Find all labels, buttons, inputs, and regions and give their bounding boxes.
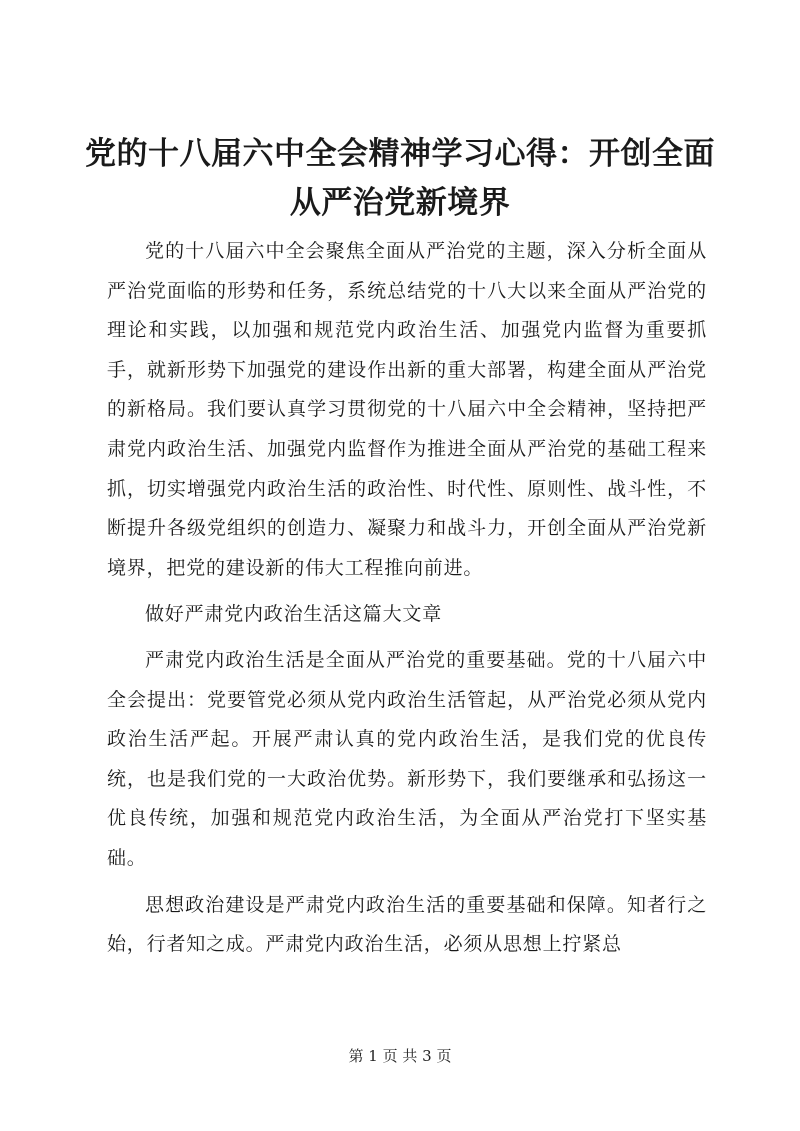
document-title xyxy=(80,130,720,228)
paragraph-political-life: 严肃党内政治生活是全面从严治党的重要基础。党的十八届六中全会提出：党要管党必须从党内政治生活管起，从严治党必须从党内政治生活严起。开展严肃认真的党内政治生活，是我们党的优良传统，也是我们党的一大政治优势。新形势下，我们要继承和弘扬这一优良传统，加强和规范党内政治生活，为全面从严治党打下坚实基础。 xyxy=(107,648,707,869)
page-footer: 第 1 页 共 3 页 xyxy=(348,1047,452,1065)
title-line-2: 从严治党新境界 xyxy=(289,185,511,221)
document-body xyxy=(107,232,707,965)
section-subheading: 做好严肃党内政治生活这篇大文章 xyxy=(145,603,443,626)
title-line-1: 党的十八届六中全会精神学习心得：开创全面 xyxy=(85,136,715,172)
paragraph-ideological-building: 思想政治建设是严肃党内政治生活的重要基础和保障。知者行之始，行者知之成。严肃党内政治生活，必须从思想上拧紧总 xyxy=(107,893,707,956)
paragraph-intro: 党的十八届六中全会聚焦全面从严治党的主题，深入分析全面从严治党面临的形势和任务，系统总结党的十八大以来全面从严治党的理论和实践，以加强和规范党内政治生活、加强党内监督为重要抓手，就新形势下加强党的建设作出新的重大部署，构建全面从严治党的新格局。我们要认真学习贯彻党的十八届六中全会精神，坚持把严肃党内政治生活、加强党内监督作为推进全面从严治党的基础工程来抓，切实增强党内政治生活的政治性、时代性、原则性、战斗性，不断提升各级党组织的创造力、凝聚力和战斗力，开创全面从严治党新境界，把党的建设新的伟大工程推向前进。 xyxy=(107,240,707,579)
